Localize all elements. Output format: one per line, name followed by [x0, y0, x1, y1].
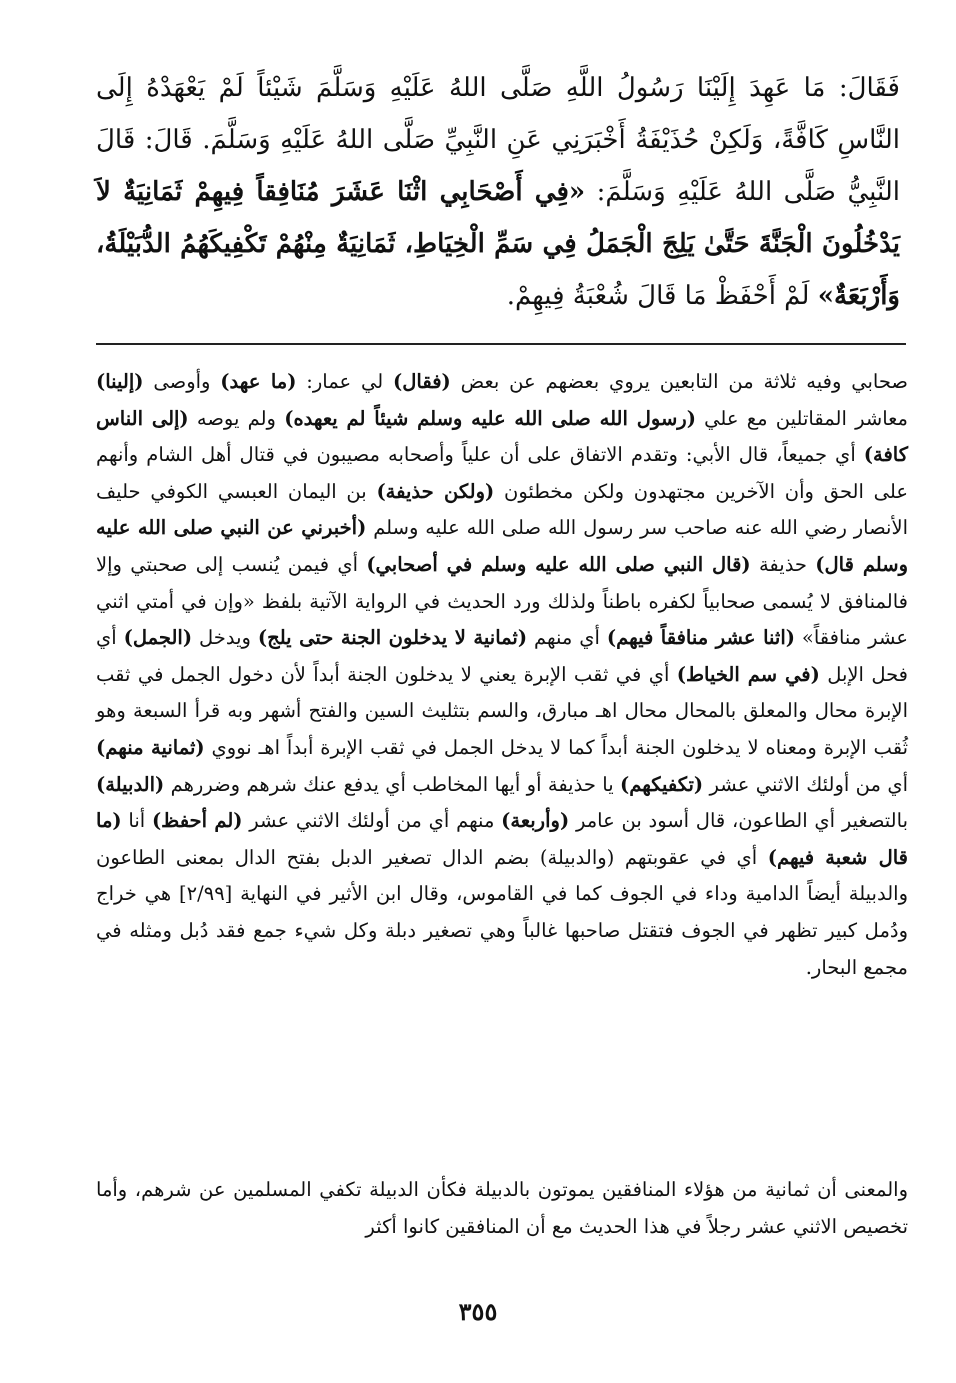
footnote-divider — [96, 343, 906, 345]
emphasized-phrase: (ولكن حذيفة) — [376, 479, 495, 503]
text-run: يا حذيفة أو أيها المخاطب أي يدفع عنك شرهم وضررهم — [164, 772, 621, 796]
text-run: ولم يوصه — [188, 406, 285, 430]
emphasized-phrase: «فِي أَصْحَابِي اثْنَا عَشَرَ مُنَافِقاً فِيهِمْ ثَمَانِيَةٌ لاَ يَدْخُلُونَ الْجَنَّةَ حَتَّىٰ يَلِجَ الْجَمَلُ فِي سَمِّ الْخِيَاطِ، ثَمَانِيَةٌ مِنْهُمْ تَكْفِيكَهُمُ الدُّبَيْلَةُ، وَأَرْبَعَةٌ» — [96, 177, 900, 311]
meaning-paragraph: والمعنى أن ثمانية من هؤلاء المنافقين يموتون بالدبيلة فكأن الدبيلة تكفي المسلمين عن شرهم، وأما تخصيص الاثني عشر رجلاً في هذا الحديث مع أن المنافقين كانوا أكثر — [96, 1178, 908, 1238]
text-run: بن اليمان العبسي الكوفي حليف الأنصار رضي الله عنه صاحب سر رسول الله صلى الله عليه وسلم — [96, 479, 908, 540]
emphasized-phrase: (اثنا عشر منافقاً فيهم) — [606, 626, 795, 650]
text-run: وأوصى — [143, 370, 221, 393]
emphasized-phrase: (رسول الله صلى الله عليه وسلم شيئاً لم يعهده) — [284, 406, 696, 430]
emphasized-phrase: (ثمانية منهم) — [96, 735, 205, 759]
text-run: منهم أي من أولئك الاثني عشر — [242, 809, 502, 833]
emphasized-phrase: (تكفيكهم) — [620, 772, 704, 796]
text-run: أنا — [121, 809, 152, 833]
emphasized-phrase: (فقال) — [393, 370, 451, 393]
text-run: لي عمار: — [296, 370, 394, 393]
emphasized-phrase: (الجمل) — [123, 626, 193, 650]
emphasized-phrase: (الدبيلة) — [96, 772, 165, 796]
commentary-text — [96, 364, 908, 986]
text-run: صحابي وفيه ثلاثة من التابعين يروي بعضهم عن بعض — [450, 370, 908, 393]
text-run: حذيفة — [750, 552, 816, 576]
text-run: أي فيمن يُنسب إلى صحبتي وإلا فالمنافق لا يُسمى صحابياً لكفره باطناً ولذلك ورد الحديث في الرواية الآتية بلفظ «وإن في أمتي اثني عشر منافقاً» — [96, 552, 908, 650]
emphasized-phrase: (إلينا) — [96, 370, 144, 393]
text-run: أي في ثقب الإبرة يعني لا يدخلون الجنة أبداً لأن دخول الجمل في ثقب الإبرة محال والمعلق بالمحال محال اهـ مبارق، والسم بتثليث السين والفتح أشهر وبه قرأ السبعة وهو ثُقب الإبرة ومعناه لا يدخلون الجنة أبداً كما لا يدخل الجمل في ثقب الإبرة أبداً اهـ نووي — [96, 662, 908, 759]
text-run: فَقَالَ: مَا عَهِدَ إِلَيْنَا رَسُولُ اللَّهِ صَلَّى اللهُ عَلَيْهِ وَسَلَّمَ شَيْئاً لَمْ يَعْهَدْهُ إِلَى النَّاسِ كَافَّةً، وَلَكِنْ حُذَيْفَةُ أَخْبَرَنِي عَنِ النَّبِيِّ صَلَّى اللهُ عَلَيْهِ وَسَلَّمَ. قَالَ: قَالَ النَّبِيُّ صَلَّى اللهُ عَلَيْهِ وَسَلَّمَ: — [96, 73, 900, 207]
page-number: ٣٥٥ — [458, 1297, 498, 1326]
emphasized-phrase: (ثمانية لا يدخلون الجنة حتى يلج) — [257, 626, 528, 650]
emphasized-phrase: (لم أحفظ) — [151, 809, 243, 833]
hadith-text — [96, 62, 900, 322]
text-run: أي جميعاً، قال الأبي: وتقدم الاتفاق على أن علياً وأصحابه مصيبون في قتال أهل الشام وأنهم على الحق وأن الآخرين مجتهدون ولكن مخطئون — [96, 443, 908, 503]
text-run: لَمْ أَحْفَظْ مَا قَالَ شُعْبَةُ فِيهِمْ. — [506, 281, 818, 311]
emphasized-phrase: (ما عهد) — [220, 370, 297, 393]
emphasized-phrase: (قال النبي صلى الله عليه وسلم في أصحابي) — [366, 552, 751, 576]
text-run: أي فحل الإبل — [96, 626, 909, 686]
emphasized-phrase: (ما قال شعبة فيهم) — [96, 809, 908, 869]
text-run: أي في عقوبتهم (والدبيلة) بضم الدال تصغير الدبل بفتح الدال بمعنى الطاعون والدبيلة أيضاً الدامية وداء في الجوف كما في القاموس، وقال ابن الأثير في النهاية [٢/٩٩] هي خراج ودُمل كبير تظهر في الجوف فتقتل صاحبها غالباً وهي تصغير دبلة وكل شيء جمع فقد دُبل ومثله في مجمع البحار. — [96, 845, 908, 979]
text-run: أي منهم — [527, 626, 607, 650]
emphasized-phrase: (أخبرني عن النبي صلى الله عليه وسلم قال) — [96, 516, 909, 576]
emphasized-phrase: (في سم الخياط) — [676, 662, 820, 686]
text-run: ويدخل — [192, 626, 258, 650]
emphasized-phrase: (وأربعة) — [501, 809, 570, 833]
emphasized-phrase: (إلى الناس كافة) — [96, 406, 908, 467]
text-run: بالتصغير أي الطاعون، قال أسود بن عامر — [569, 809, 908, 833]
text-run: أي من أولئك الاثني عشر — [703, 772, 909, 796]
text-run: معاشر المقاتلين مع علي — [695, 406, 908, 430]
